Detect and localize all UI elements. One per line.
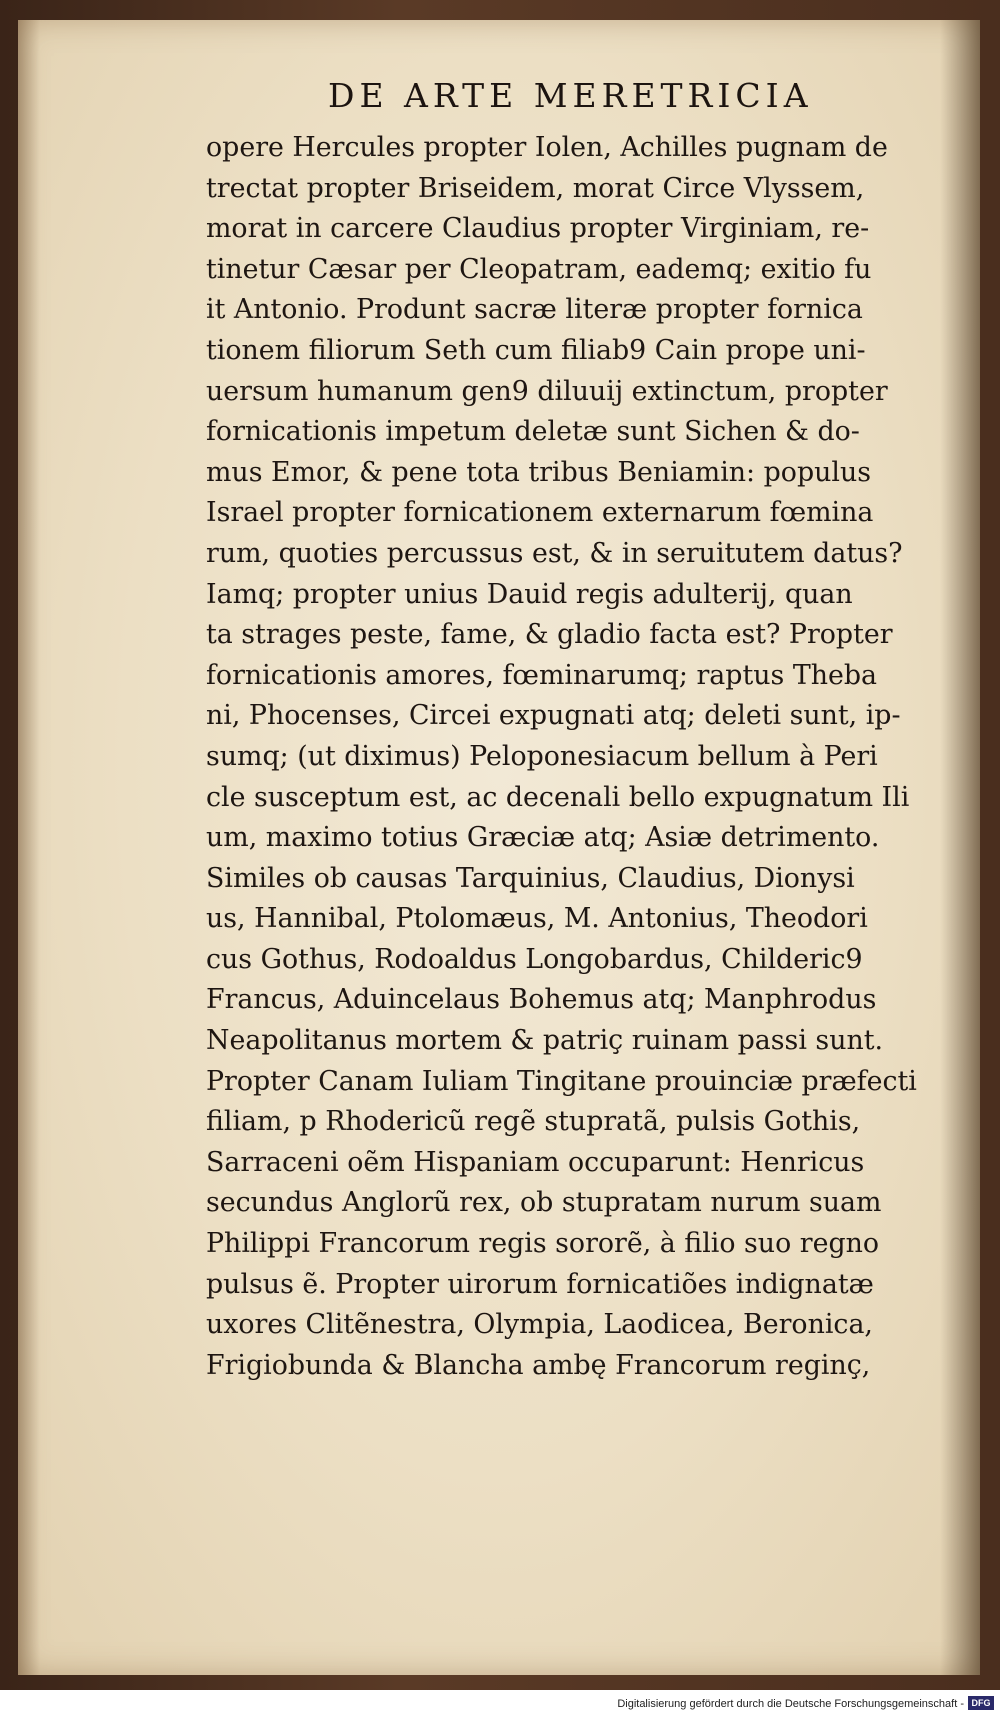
text-line: morat in carcere Claudius propter Virginiam, re- [206, 213, 870, 245]
text-line: ta strages peste, fame, & gladio facta est? Propter [206, 619, 893, 651]
text-line: uxores Clitẽnestra, Olympia, Laodicea, Beronica, [206, 1309, 873, 1341]
text-line: fornicationis amores, fœminarumq; raptus Theba [206, 659, 878, 691]
footer-bar [0, 1690, 1000, 1713]
text-line: opere Hercules propter Iolen, Achilles pugnam de [206, 132, 888, 163]
text-line: trectat propter Briseidem, morat Circe Vlyssem, [206, 172, 865, 204]
text-line: tionem filiorum Seth cum filiab9 Cain prope uni- [206, 334, 866, 366]
text-line: Frigiobunda & Blancha ambę Francorum reginç, [206, 1349, 871, 1381]
text-line: Francus, Aduincelaus Bohemus atq; Manphrodus [206, 984, 877, 1016]
text-line: uersum humanum gen9 diluuij extinctum, propter [206, 375, 888, 407]
text-line: fornicationis impetum deletæ sunt Sichen & do- [206, 416, 860, 448]
text-line: Similes ob causas Tarquinius, Claudius, Dionysi [206, 862, 855, 894]
text-line: Propter Canam Iuliam Tingitane prouinciæ præfecti [206, 1065, 917, 1097]
text-line: cus Gothus, Rodoaldus Longobardus, Childeric9 [206, 943, 863, 975]
text-line: um, maximo totius Græciæ atq; Asiæ detrimento. [206, 822, 880, 854]
text-line: secundus Anglorũ rex, ob stupratam nurum suam [206, 1187, 882, 1219]
text-line: Philippi Francorum regis sororẽ, à filio suo regno [206, 1228, 880, 1260]
text-line: cle susceptum est, ac decenali bello expugnatum Ili [206, 781, 910, 813]
text-line: it Antonio. Produnt sacræ literæ propter fornica [206, 294, 863, 326]
text-line: Sarraceni oẽm Hispaniam occuparunt: Henricus [206, 1146, 865, 1178]
text-line: ni, Phocenses, Circei expugnati atq; deleti sunt, ip- [206, 700, 901, 732]
body-text [206, 128, 966, 1386]
text-line: us, Hannibal, Ptolomæus, M. Antonius, Theodori [206, 903, 868, 935]
text-line: tinetur Cæsar per Cleopatram, eademq; exitio fu [206, 253, 872, 285]
text-line: sumq; (ut diximus) Peloponesiacum bellum à Peri [206, 740, 878, 772]
text-line: pulsus ẽ. Propter uirorum fornicatiões indignatæ [206, 1268, 874, 1300]
text-line: rum, quoties percussus est, & in seruitutem datus? [206, 537, 903, 569]
text-line: Israel propter fornicationem externarum fœmina [206, 497, 874, 529]
running-head: DE ARTE MERETRICIA [328, 76, 813, 115]
text-line: Neapolitanus mortem & patriç ruinam passi sunt. [206, 1025, 884, 1057]
text-line: Iamq; propter unius Dauid regis adulterij, quan [206, 578, 853, 610]
text-line: filiam, p Rhodericũ regẽ stupratã, pulsis Gothis, [206, 1106, 861, 1138]
text-line: mus Emor, & pene tota tribus Beniamin: populus [206, 456, 872, 488]
dfg-logo: DFG [968, 1696, 994, 1710]
footer-credit: Digitalisierung gefördert durch die Deutsche Forschungsgemeinschaft - [617, 1698, 964, 1710]
